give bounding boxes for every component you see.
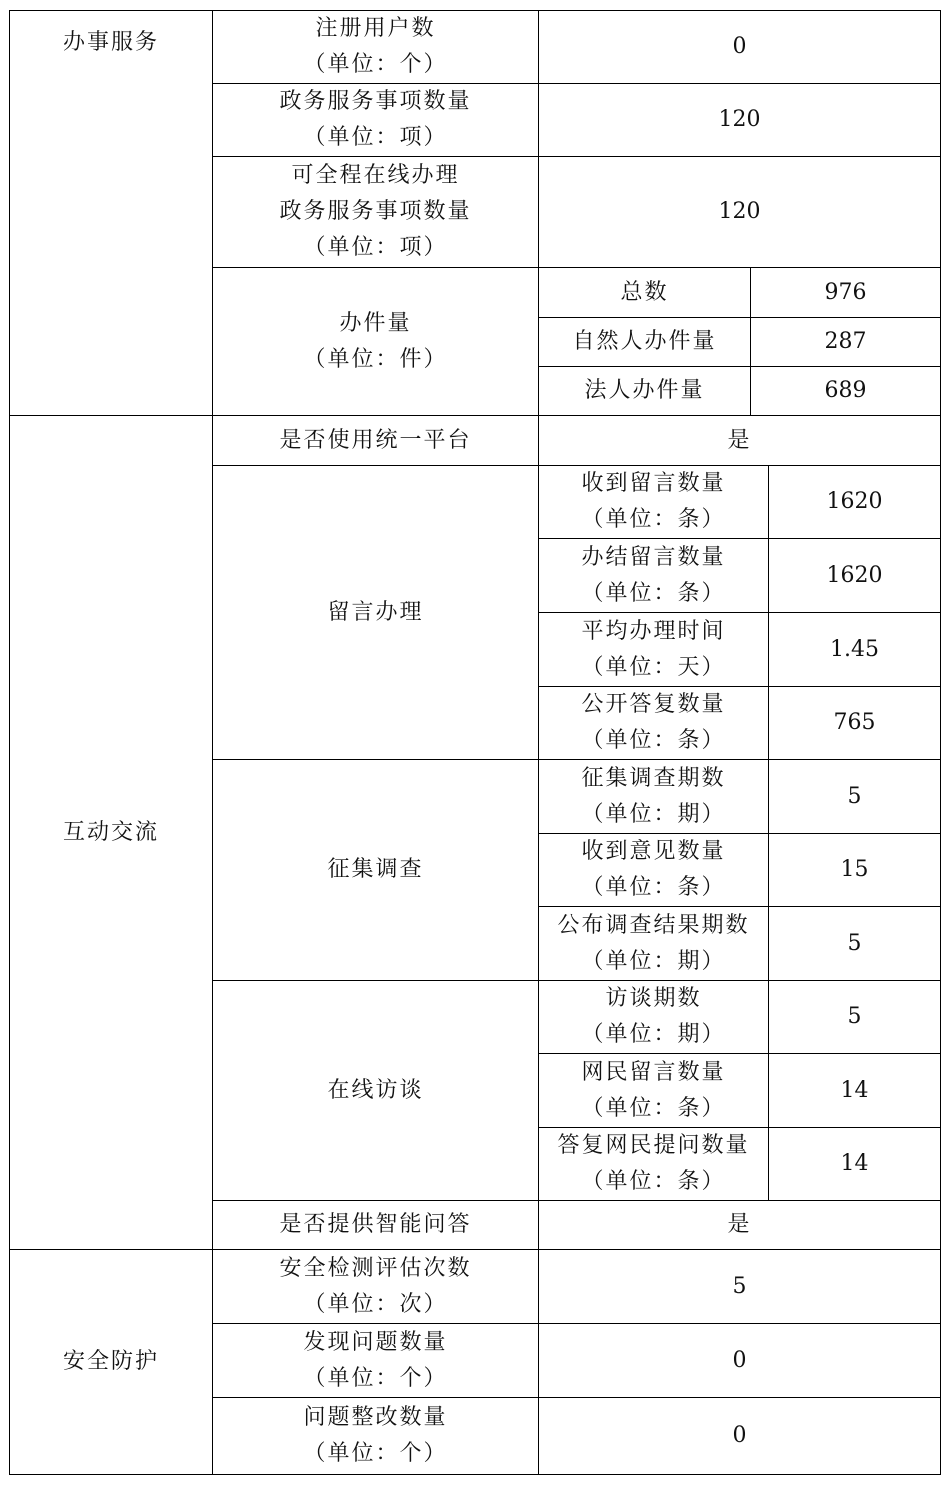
sub-metric-value: [769, 1054, 940, 1127]
row-divider: [212, 1323, 941, 1324]
sub-metric-label: [539, 981, 768, 1053]
row-divider: [212, 980, 941, 981]
sub-metric-value: [769, 981, 940, 1053]
metric-label-text: （单位：项）: [303, 125, 448, 150]
sub-metric-value: [751, 268, 940, 317]
column-divider: [768, 465, 769, 1201]
sub-metric-label-text: （单位：条）: [581, 1095, 726, 1121]
sub-metric-label: [539, 318, 750, 366]
sub-metric-label-text: 总数: [620, 279, 669, 305]
metric-label-text: 可全程在线办理: [291, 163, 460, 188]
sub-metric-value-text: 15: [840, 857, 869, 882]
metric-value-text: 120: [718, 107, 761, 132]
column-divider: [9, 10, 10, 1475]
row-divider: [212, 267, 941, 268]
group-label: [213, 466, 538, 759]
section-title-service-text: 办事服务: [62, 30, 159, 55]
metric-label: [213, 157, 538, 267]
sub-metric-label-text: 办结留言数量: [581, 544, 726, 570]
sub-metric-label-text: 平均办理时间: [581, 618, 726, 644]
metric-value: [539, 416, 940, 465]
metric-label-text: 是否使用统一平台: [279, 427, 472, 453]
row-divider: [212, 1200, 941, 1201]
metric-value-text: 5: [732, 1273, 747, 1299]
metric-value: [539, 1250, 940, 1323]
group-label-text: 在线访谈: [327, 1077, 424, 1103]
row-divider: [9, 415, 941, 416]
group-label-text: 征集调查: [327, 857, 424, 882]
metric-label-text: （单位：次）: [303, 1291, 448, 1317]
sub-metric-value-text: 5: [847, 930, 862, 956]
metric-label-text: 是否提供智能问答: [279, 1212, 472, 1237]
sub-metric-label-text: （单位：条）: [581, 507, 726, 532]
sub-metric-label: [539, 1128, 768, 1200]
group-label-cases-text: （单位：件）: [303, 346, 448, 372]
section-title-interaction: [10, 416, 212, 1249]
sub-metric-label-text: 征集调查期数: [581, 765, 726, 791]
row-divider: [9, 1474, 941, 1475]
sub-metric-label-text: 访谈期数: [605, 986, 702, 1011]
metric-label-text: 政务服务事项数量: [279, 89, 472, 114]
sub-metric-value-text: 5: [847, 1004, 862, 1029]
sub-metric-value-text: 976: [824, 279, 867, 305]
column-divider: [212, 10, 213, 1475]
metric-label: [213, 1398, 538, 1474]
metric-value-text: 120: [718, 199, 761, 224]
metric-value-text: 0: [732, 1423, 747, 1448]
sub-metric-value-text: 765: [833, 710, 876, 735]
section-title-security: [10, 1250, 212, 1474]
row-divider: [212, 83, 941, 84]
column-divider: [750, 267, 751, 416]
row-divider: [212, 759, 941, 760]
sub-metric-value: [769, 907, 940, 980]
sub-metric-value-text: 689: [824, 378, 867, 403]
row-divider: [9, 1249, 941, 1250]
sub-metric-label-text: （单位：天）: [581, 654, 726, 680]
sub-metric-label: [539, 268, 750, 317]
sub-metric-label-text: 法人办件量: [584, 378, 705, 403]
metric-label: [213, 416, 538, 465]
sub-metric-value: [751, 367, 940, 415]
metric-label: [213, 11, 538, 83]
metric-value: [539, 1324, 940, 1397]
group-label-cases-text: 办件量: [339, 310, 412, 336]
metric-value: [539, 1201, 940, 1249]
metric-label-text: （单位：个）: [303, 1441, 448, 1466]
row-divider: [538, 1127, 941, 1128]
sub-metric-label-text: 答复网民提问数量: [557, 1133, 750, 1158]
sub-metric-label: [539, 539, 768, 612]
metric-label-text: （单位：个）: [303, 1365, 448, 1391]
sub-metric-value: [769, 1128, 940, 1200]
metric-value-text: 0: [732, 34, 747, 59]
row-divider: [538, 686, 941, 687]
sub-metric-label-text: 网民留言数量: [581, 1059, 726, 1085]
metric-label-text: 问题整改数量: [303, 1405, 448, 1430]
group-label-text: 留言办理: [327, 599, 424, 625]
row-divider: [212, 1397, 941, 1398]
group-label: [213, 760, 538, 980]
row-divider: [212, 465, 941, 466]
sub-metric-value: [769, 760, 940, 833]
metric-label-text: 政务服务事项数量: [279, 199, 472, 224]
row-divider: [9, 10, 941, 11]
sub-metric-label: [539, 907, 768, 980]
row-divider: [538, 1053, 941, 1054]
metric-label-text: 发现问题数量: [303, 1329, 448, 1355]
sub-metric-label-text: 公开答复数量: [581, 692, 726, 717]
row-divider: [538, 906, 941, 907]
column-divider: [538, 10, 539, 416]
row-divider: [538, 833, 941, 834]
sub-metric-label: [539, 367, 750, 415]
sub-metric-value-text: 1.45: [830, 636, 879, 662]
sub-metric-value-text: 1620: [826, 562, 883, 588]
metric-label: [213, 1250, 538, 1323]
sub-metric-value: [769, 834, 940, 906]
metric-value-text: 是: [727, 1212, 752, 1237]
metric-label-text: 注册用户数: [315, 16, 436, 41]
row-divider: [538, 612, 941, 613]
sub-metric-label: [539, 687, 768, 759]
sub-metric-label: [539, 1054, 768, 1127]
sub-metric-label: [539, 613, 768, 686]
metric-label: [213, 84, 538, 156]
sub-metric-label-text: （单位：条）: [581, 875, 726, 900]
sub-metric-label-text: 收到留言数量: [581, 471, 726, 496]
sub-metric-label: [539, 466, 768, 538]
sub-metric-value-text: 14: [840, 1151, 869, 1176]
sub-metric-value-text: 1620: [826, 489, 883, 514]
sub-metric-label-text: 公布调查结果期数: [557, 912, 750, 938]
column-divider: [940, 10, 941, 1475]
sub-metric-value-text: 287: [824, 329, 867, 354]
sub-metric-label-text: （单位：期）: [581, 948, 726, 974]
sub-metric-label: [539, 834, 768, 906]
sub-metric-label-text: （单位：条）: [581, 580, 726, 606]
row-divider: [212, 156, 941, 157]
sub-metric-label-text: 自然人办件量: [572, 329, 717, 354]
metric-label: [213, 1201, 538, 1249]
group-label-cases: [213, 268, 538, 415]
metric-value: [539, 157, 940, 267]
sub-metric-value: [751, 318, 940, 366]
sub-metric-label: [539, 760, 768, 833]
sub-metric-value: [769, 539, 940, 612]
column-divider: [538, 1249, 539, 1475]
sub-metric-label-text: （单位：条）: [581, 728, 726, 753]
section-title-service: [10, 11, 212, 415]
row-divider: [538, 317, 941, 318]
row-divider: [538, 538, 941, 539]
metric-label-text: （单位：项）: [303, 235, 448, 260]
metric-value: [539, 1398, 940, 1474]
sub-metric-label-text: （单位：条）: [581, 1169, 726, 1194]
row-divider: [538, 366, 941, 367]
metric-value-text: 0: [732, 1347, 747, 1373]
group-label: [213, 981, 538, 1200]
metric-value: [539, 84, 940, 156]
sub-metric-value-text: 14: [840, 1077, 869, 1103]
metric-value: [539, 11, 940, 83]
section-title-security-text: 安全防护: [62, 1349, 159, 1374]
sub-metric-value: [769, 687, 940, 759]
metric-label-text: 安全检测评估次数: [279, 1255, 472, 1281]
section-title-interaction-text: 互动交流: [62, 819, 159, 845]
sub-metric-value: [769, 613, 940, 686]
metric-label-text: （单位：个）: [303, 52, 448, 77]
metric-label: [213, 1324, 538, 1397]
sub-metric-label-text: （单位：期）: [581, 801, 726, 827]
sub-metric-label-text: 收到意见数量: [581, 839, 726, 864]
metric-value-text: 是: [727, 427, 752, 453]
sub-metric-value: [769, 466, 940, 538]
sub-metric-value-text: 5: [847, 783, 862, 809]
sub-metric-label-text: （单位：期）: [581, 1022, 726, 1047]
